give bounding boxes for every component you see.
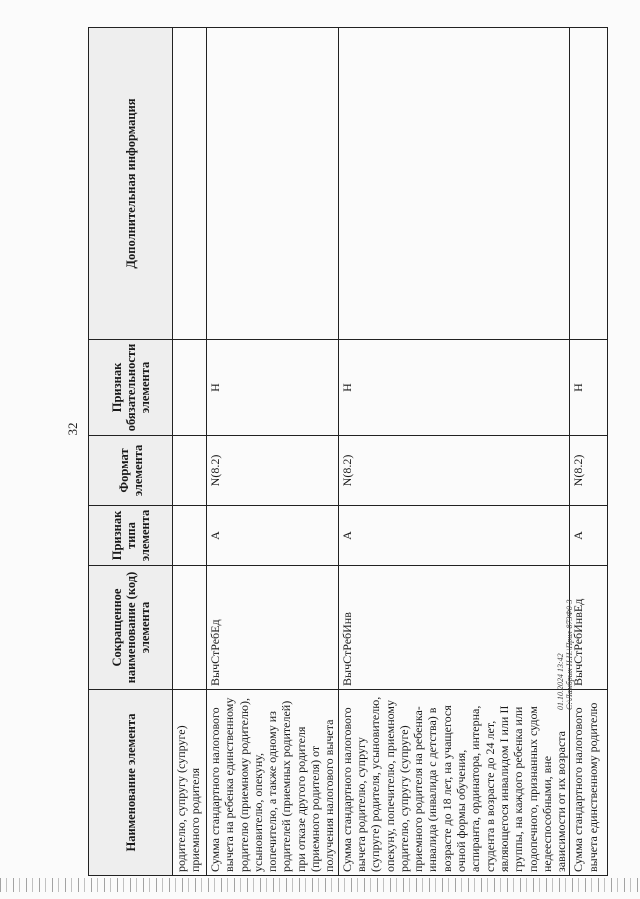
header-code: Сокращенное наименование (код) элемента	[89, 566, 173, 690]
cell-required	[173, 340, 207, 436]
footer-timestamp: 01.10.2024 13:42	[556, 653, 565, 710]
cell-format: N(8.2)	[207, 436, 339, 506]
cell-required: Н	[207, 340, 339, 436]
cell-type	[173, 506, 207, 566]
cell-required: Н	[570, 340, 608, 436]
cell-format	[173, 436, 207, 506]
cell-format: N(8.2)	[570, 436, 608, 506]
table-row	[570, 28, 608, 876]
header-required: Признак обязательности элемента	[89, 340, 173, 436]
footer-note	[556, 599, 574, 710]
cell-required: Н	[338, 340, 570, 436]
cell-code: ВычСтРебИнвЕд	[570, 566, 608, 690]
cell-name: Сумма стандартного налогового вычета единственному родителю	[570, 690, 608, 876]
table-row	[173, 28, 207, 876]
table-header-row	[89, 28, 173, 876]
cell-type: А	[338, 506, 570, 566]
header-type: Признак типа элемента	[89, 506, 173, 566]
cell-info	[173, 28, 207, 340]
cell-info	[338, 28, 570, 340]
rotated-table-wrapper	[88, 28, 600, 876]
cell-info	[207, 28, 339, 340]
scan-edge-artifact	[0, 878, 640, 892]
table-row	[338, 28, 570, 876]
cell-type: А	[570, 506, 608, 566]
header-format: Формат элемента	[89, 436, 173, 506]
header-name: Наименование элемента	[89, 690, 173, 876]
cell-name: родителю, супругу (супруге) приемного родителя	[173, 690, 207, 876]
cell-info	[570, 28, 608, 340]
cell-format: N(8.2)	[338, 436, 570, 506]
cell-code: ВычСтРебЕд	[207, 566, 339, 690]
header-info: Дополнительная информация	[89, 28, 173, 340]
cell-code	[173, 566, 207, 690]
elements-table	[88, 27, 608, 876]
cell-name: Сумма стандартного налогового вычета родителю, супругу (супруге) родителя, усыновителю, опекуну, попечителю, приемному родителю, супругу (супруге) приемного родителя на ребенка-инвалида (инвалида с детства) в возрасте до 18 лет, на учащегося очной формы обучения, аспиранта, ординатора, интерна, студента в возрасте до 24 лет, являющегося инвалидом I или II группы, на каждого ребенка или подопечного, признанных судом недееспособными, вне зависимости от их возраста	[338, 690, 570, 876]
cell-code: ВычСтРебИнв	[338, 566, 570, 690]
cell-name: Сумма стандартного налогового вычета на ребенка единственному родителю (приемному родителю), усыновителю, опекуну, попечителю, а также одному из родителей (приемных родителей) при отказе другого родителя (приемного родителя) от получения налогового вычета	[207, 690, 339, 876]
table-row	[207, 28, 339, 876]
page-number: 32	[65, 422, 80, 436]
cell-type: А	[207, 506, 339, 566]
footer-file-path: С:\Ламбрых Н.Н.\Прил-873Ф0-3	[565, 599, 574, 710]
